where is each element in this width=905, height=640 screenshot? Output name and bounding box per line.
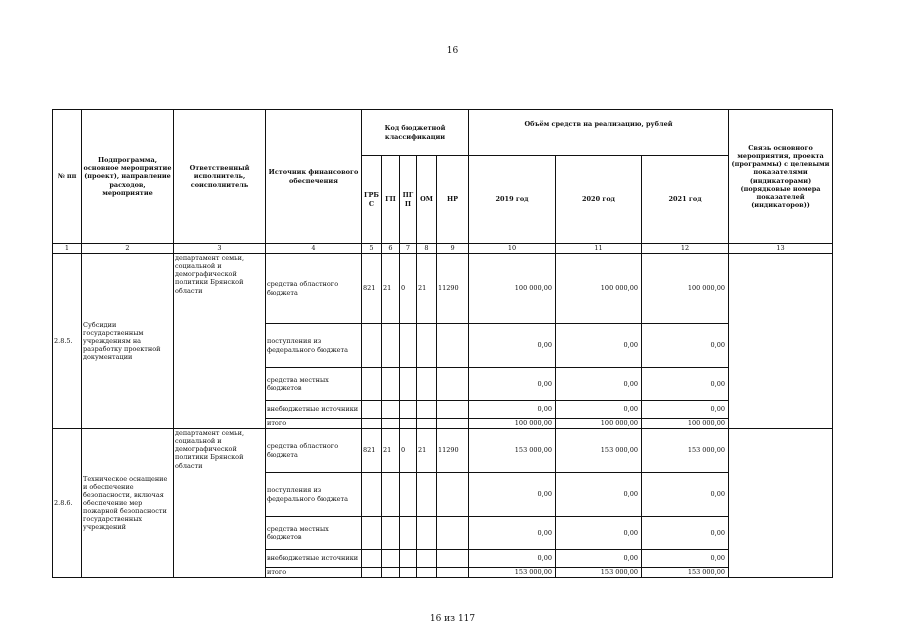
header-budget-code: Код бюджетной классификации	[362, 110, 469, 156]
funding-source: средства областного бюджета	[266, 429, 362, 473]
code-pgp: 0	[400, 254, 417, 324]
column-number: 5	[362, 244, 382, 254]
funding-source: внебюджетные источники	[266, 550, 362, 568]
header-2019: 2019 год	[469, 156, 556, 244]
amount-2019: 0,00	[469, 368, 556, 401]
amount-2019: 0,00	[469, 401, 556, 419]
table-row	[53, 254, 833, 324]
code-om	[417, 517, 437, 550]
code-pgp	[400, 550, 417, 568]
funding-source: средства местных бюджетов	[266, 368, 362, 401]
indicator-link	[729, 254, 833, 429]
row-number: 2.8.6.	[53, 429, 82, 578]
amount-2020: 0,00	[556, 324, 642, 368]
code-nr	[437, 473, 469, 517]
code-nr	[437, 517, 469, 550]
column-number: 12	[642, 244, 729, 254]
code-nr: 11290	[437, 429, 469, 473]
header-gp: ГП	[382, 156, 400, 244]
header-pgp: ПГ П	[400, 156, 417, 244]
header-amount: Объём средств на реализацию, рублей	[469, 110, 729, 156]
code-gp	[382, 473, 400, 517]
code-gp	[382, 517, 400, 550]
column-number: 3	[174, 244, 266, 254]
code-grbs	[362, 368, 382, 401]
code-om	[417, 473, 437, 517]
code-grbs: 821	[362, 429, 382, 473]
header-num: № пп	[53, 110, 82, 244]
column-number: 13	[729, 244, 833, 254]
total-2021: 153 000,00	[642, 568, 729, 578]
funding-source: средства областного бюджета	[266, 254, 362, 324]
code-grbs	[362, 473, 382, 517]
column-number: 9	[437, 244, 469, 254]
executor: департамент семьи, социальной и демографической политики Брянской области	[174, 429, 266, 578]
column-number: 2	[82, 244, 174, 254]
code-gp	[382, 401, 400, 419]
code-pgp	[400, 517, 417, 550]
row-number: 2.8.5.	[53, 254, 82, 429]
amount-2021: 0,00	[642, 473, 729, 517]
column-number: 1	[53, 244, 82, 254]
amount-2021: 0,00	[642, 368, 729, 401]
column-number: 10	[469, 244, 556, 254]
code-om: 21	[417, 429, 437, 473]
code-om: 21	[417, 254, 437, 324]
amount-2021: 0,00	[642, 324, 729, 368]
total-label: итого	[266, 419, 362, 429]
table-row	[53, 429, 833, 473]
code-nr: 11290	[437, 254, 469, 324]
amount-2019: 0,00	[469, 517, 556, 550]
code-nr	[437, 550, 469, 568]
amount-2020: 0,00	[556, 473, 642, 517]
amount-2021: 100 000,00	[642, 254, 729, 324]
header-nr: НР	[437, 156, 469, 244]
code-grbs: 821	[362, 254, 382, 324]
code-grbs	[362, 517, 382, 550]
code-gp	[382, 368, 400, 401]
code-nr	[437, 368, 469, 401]
total-2019: 153 000,00	[469, 568, 556, 578]
amount-2021: 0,00	[642, 550, 729, 568]
amount-2021: 0,00	[642, 517, 729, 550]
total-2021: 100 000,00	[642, 419, 729, 429]
amount-2021: 0,00	[642, 401, 729, 419]
header-grbs: ГРБ С	[362, 156, 382, 244]
measure-name: Субсидии государственным учреждениям на разработку проектной документации	[82, 254, 174, 429]
code-grbs	[362, 324, 382, 368]
column-number: 8	[417, 244, 437, 254]
code-om	[417, 550, 437, 568]
total-label: итого	[266, 568, 362, 578]
amount-2020: 153 000,00	[556, 429, 642, 473]
code-gp	[382, 324, 400, 368]
column-number: 4	[266, 244, 362, 254]
amount-2019: 153 000,00	[469, 429, 556, 473]
header-2021: 2021 год	[642, 156, 729, 244]
code-pgp	[400, 473, 417, 517]
code-grbs	[362, 550, 382, 568]
amount-2020: 100 000,00	[556, 254, 642, 324]
header-executor: Ответственный исполнитель, соисполнитель	[174, 110, 266, 244]
code-pgp	[400, 368, 417, 401]
amount-2020: 0,00	[556, 550, 642, 568]
code-pgp	[400, 401, 417, 419]
code-om	[417, 324, 437, 368]
total-2020: 100 000,00	[556, 419, 642, 429]
header-name: Подпрограмма, основное мероприятие (проект), направление расходов, мероприятие	[82, 110, 174, 244]
header-2020: 2020 год	[556, 156, 642, 244]
funding-source: поступления из федерального бюджета	[266, 473, 362, 517]
column-number: 6	[382, 244, 400, 254]
code-gp	[382, 550, 400, 568]
total-2020: 153 000,00	[556, 568, 642, 578]
code-nr	[437, 324, 469, 368]
code-grbs	[362, 401, 382, 419]
amount-2020: 0,00	[556, 401, 642, 419]
indicator-link	[729, 429, 833, 578]
code-pgp: 0	[400, 429, 417, 473]
amount-2020: 0,00	[556, 517, 642, 550]
code-gp: 21	[382, 429, 400, 473]
amount-2020: 0,00	[556, 368, 642, 401]
total-2019: 100 000,00	[469, 419, 556, 429]
code-nr	[437, 401, 469, 419]
amount-2019: 0,00	[469, 324, 556, 368]
code-gp: 21	[382, 254, 400, 324]
code-pgp	[400, 324, 417, 368]
amount-2021: 153 000,00	[642, 429, 729, 473]
page-number-bottom: 16 из 117	[429, 614, 476, 624]
page-number-top: 16	[446, 46, 459, 56]
code-om	[417, 401, 437, 419]
column-number: 11	[556, 244, 642, 254]
code-om	[417, 368, 437, 401]
column-number: 7	[400, 244, 417, 254]
header-om: ОМ	[417, 156, 437, 244]
header-source: Источник финансового обеспечения	[266, 110, 362, 244]
executor: департамент семьи, социальной и демографической политики Брянской области	[174, 254, 266, 429]
funding-source: средства местных бюджетов	[266, 517, 362, 550]
amount-2019: 0,00	[469, 550, 556, 568]
header-link: Связь основного мероприятия, проекта (программы) с целевыми показателями (индикаторами) (порядковые номера показателей (индикаторов))	[729, 110, 833, 244]
amount-2019: 0,00	[469, 473, 556, 517]
financing-table	[52, 109, 833, 578]
measure-name: Техническое оснащение и обеспечение безопасности, включая обеспечение мер пожарной безопасности государственных учреждений	[82, 429, 174, 578]
funding-source: внебюджетные источники	[266, 401, 362, 419]
funding-source: поступления из федерального бюджета	[266, 324, 362, 368]
amount-2019: 100 000,00	[469, 254, 556, 324]
